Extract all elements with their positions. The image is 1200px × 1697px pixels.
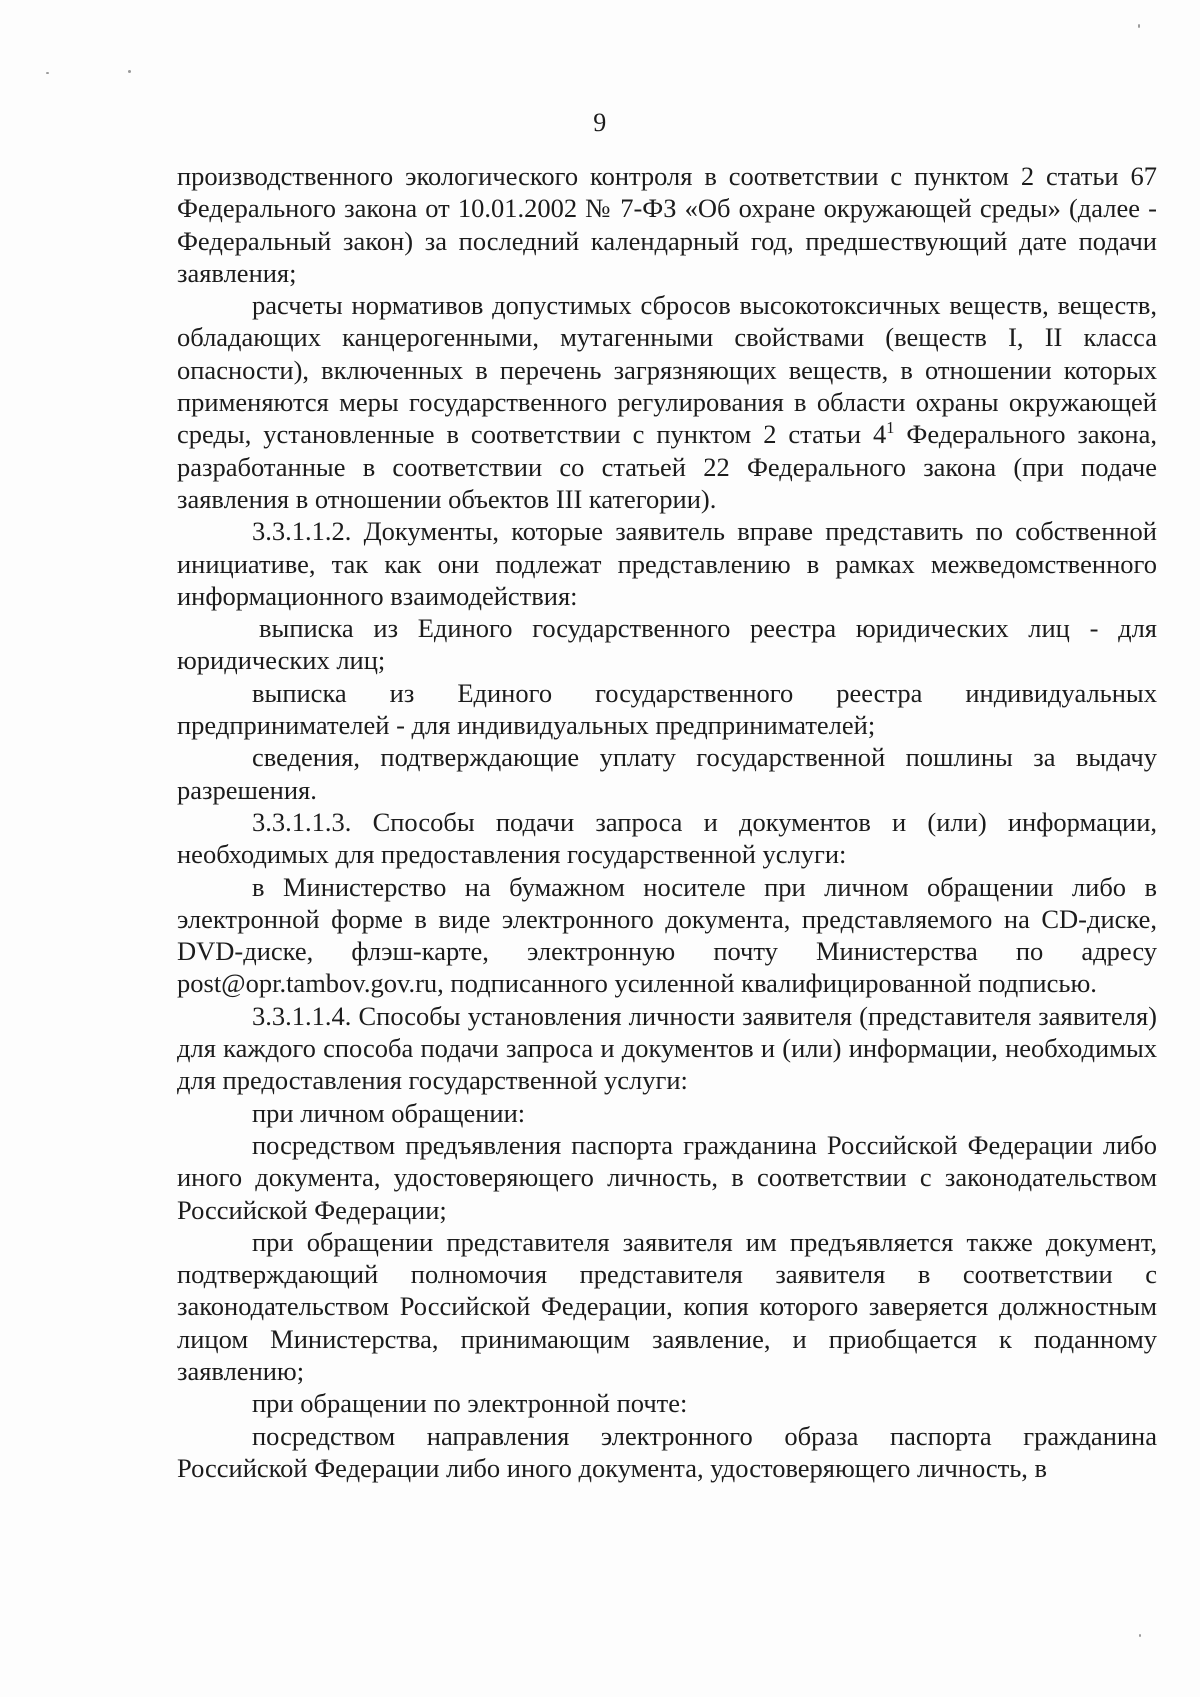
paragraph: в Министерство на бумажном носителе при личном обращении либо в электронной форме в виде электронного документа, представляемого на CD-диске, DVD-диске, флэш-карте, электронную почту Министерства по адресу post@opr.tambov.gov.ru, подписанного усиленной квалифицированной подписью.: [177, 871, 1157, 999]
page-number: 9: [593, 108, 607, 137]
document-body: [177, 160, 1157, 1484]
paragraph: сведения, подтверждающие уплату государственной пошлины за выдачу разрешения.: [177, 742, 1157, 805]
paragraph: [177, 289, 1157, 515]
paragraph: выписка из Единого государственного реестра юридических лиц - для юридических лиц;: [177, 613, 1157, 676]
paragraph: 3.3.1.1.3. Способы подачи запроса и документов и (или) информации, необходимых для предоставления государственной услуги:: [177, 806, 1157, 870]
scan-speck: [1138, 24, 1140, 28]
paragraph-text: Федерального закона, разработанные в соответствии со статьей 22 Федерального закона (при подаче заявления в отношении объектов III категории).: [177, 419, 1158, 514]
paragraph: при личном обращении:: [252, 1097, 526, 1128]
scan-speck: [1139, 1634, 1141, 1637]
scan-speck: [128, 70, 131, 73]
paragraph: 3.3.1.1.4. Способы установления личности заявителя (представителя заявителя) для каждого способа подачи запроса и документов и (или) информации, необходимых для предоставления государственной услуги:: [177, 1000, 1157, 1096]
paragraph: производственного экологического контроля в соответствии с пунктом 2 статьи 67 Федерального закона от 10.01.2002 № 7-ФЗ «Об охране окружающей среды» (далее - Федеральный закон) за последний календарный год, предшествующий дате подачи заявления;: [177, 161, 1157, 288]
scan-speck: [46, 72, 49, 74]
paragraph: 3.3.1.1.2. Документы, которые заявитель вправе представить по собственной инициативе, так как они подлежат представлению в рамках межведомственного информационного взаимодействия:: [177, 516, 1157, 611]
superscript: 1: [886, 418, 895, 438]
paragraph: выписка из Единого государственного реестра индивидуальных предпринимателей - для индивидуальных предпринимателей;: [177, 677, 1157, 741]
paragraph: посредством предъявления паспорта гражданина Российской Федерации либо иного документа, удостоверяющего личность, в соответствии с законодательством Российской Федерации;: [177, 1129, 1157, 1225]
paragraph: посредством направления электронного образа паспорта гражданина Российской Федерации либо иного документа, удостоверяющего личность, в: [177, 1420, 1157, 1483]
paragraph-text: расчеты нормативов допустимых сбросов высокотоксичных веществ, веществ, обладающих канцерогенными, мутагенными свойствами (веществ I, II класса опасности), включенных в перечень загрязняющих веществ, в отношении которых применяются меры государственного регулирования в области охраны окружающей среды, установленные в соответствии с пунктом 2 статьи 4: [177, 290, 1157, 450]
paragraph: при обращении по электронной почте:: [252, 1388, 688, 1419]
paragraph: при обращении представителя заявителя им предъявляется также документ, подтверждающий полномочия представителя заявителя в соответствии с законодательством Российской Федерации, копия которого заверяется должностным лицом Министерства, принимающим заявление, и приобщается к поданному заявлению;: [177, 1226, 1157, 1386]
